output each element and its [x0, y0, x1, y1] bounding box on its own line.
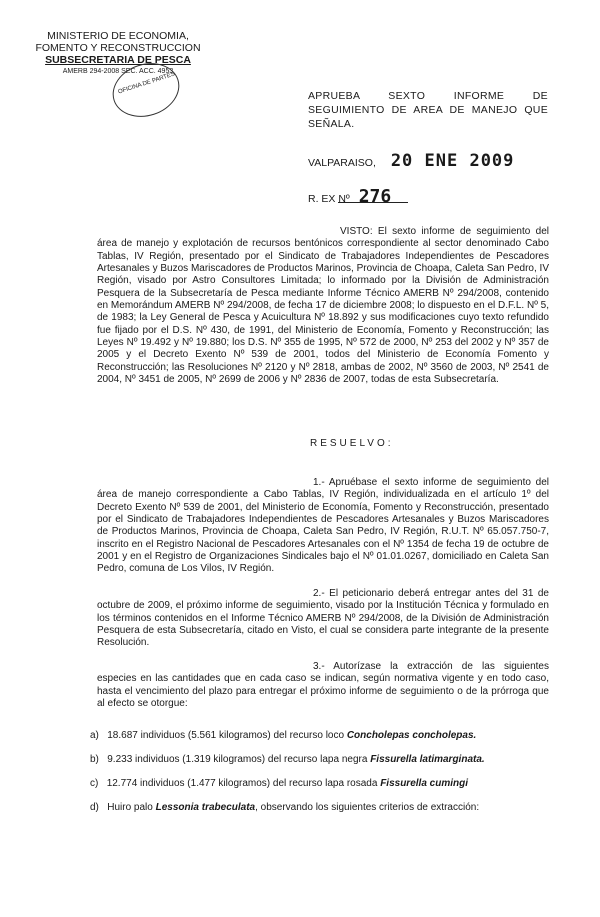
item-text: 9.233 individuos (1.319 kilogramos) del recurso lapa negra: [107, 754, 371, 765]
resolution-line: [308, 186, 391, 207]
resolution-number: 276: [358, 186, 392, 207]
item-species: Fissurella cumingi: [380, 778, 468, 789]
visto-paragraph: VISTO: El sexto informe de seguimiento del área de manejo y explotación de recursos bentónicos correspondiente al sector denominado Cabo Tablas, IV Región, presentado por el Sindicato de Trabajadores Independientes de Pescadores Artesanales y Buzos Mariscadores de Productos Marinos, Provincia de Choapa, Caleta San Pedro, IV Región, visado por Astro Consultores Limitada; lo informado por la División de Administración Pesquera de la Subsecretaría de Pesca mediante Informe Técnico AMERB Nº 294/2008, contenido en Memorándum AMERB Nº 294/2008, de fecha 17 de diciembre 2008; lo dispuesto en el D.F.L. Nº 5, de 1983; la Ley General de Pesca y Acuicultura Nº 18.892 y sus modificaciones cuyo texto refundido fue fijado por el D.S. Nº 430, de 1991, del Ministerio de Economía, Fomento y Reconstrucción; las Leyes Nº 19.492 y Nº 19.880; los D.S. Nº 355 de 1995, Nº 572 de 2000, Nº 253 del 2002 y Nº 357 de 2005 y el Decreto Exento Nº 539 de 2001, todos del Ministerio de Economía Fomento y Reconstrucción; las Resoluciones Nº 2120 y Nº 2818, ambas de 2002, Nº 3560 de 2003, Nº 2541 de 2004, Nº 3451 de 2005, Nº 2699 de 2006 y Nº 2836 de 2007, todas de esta Subsecretaría.: [97, 226, 549, 386]
resolution-point-3: 3.- Autorízase la extracción de las siguientes especies en las cantidades que en cada caso se indican, según normativa vigente y en todo caso, hasta el vencimiento del plazo para entregar el próximo informe de seguimiento o de la prórroga que al efecto se otorgue:: [97, 661, 549, 710]
header-fomento: FOMENTO Y RECONSTRUCCION: [35, 42, 201, 54]
item-letter: b): [90, 754, 99, 765]
item-letter: d): [90, 802, 99, 813]
list-item: [90, 778, 468, 789]
item-text: 18.687 individuos (5.561 kilogramos) del recurso loco: [107, 730, 347, 741]
date-stamp: 20 ENE 2009: [390, 151, 515, 171]
header-subsecretaria: SUBSECRETARIA DE PESCA: [45, 54, 191, 66]
resolution-point-1: 1.- Apruébase el sexto informe de seguimiento del área de manejo correspondiente a Cabo Tablas, IV Región, individualizada en el artículo 1º del Decreto Exento Nº 539 de 2001, del Ministerio de Economía, Fomento y Reconstrucción, presentado por el Sindicato de Trabajadores Independientes de Pescadores Artesanales y Buzos Mariscadores de Productos Marinos, Provincia de Choapa, Caleta San Pedro, IV Región, R.U.T. Nº 65.057.750-7, inscrito en el Registro Nacional de Pescadores Artesanales con el Nº 1354 de fecha 19 de octubre de 2001 y en el Registro de Organizaciones Sindicales bajo el Nº 01.01.0267, domiciliado en Caleta San Pedro, comuna de Los Vilos, IV Región.: [97, 477, 549, 575]
list-item: [90, 730, 476, 741]
header-ministry: MINISTERIO DE ECONOMIA,: [47, 30, 189, 42]
resolution-underline: [338, 202, 408, 203]
item-letter: c): [90, 778, 99, 789]
date-place: VALPARAISO,: [308, 157, 376, 169]
list-item: [90, 802, 479, 813]
item-text: Huiro palo: [107, 802, 156, 813]
item-text: 12.774 individuos (1.477 kilogramos) del recurso lapa rosada: [106, 778, 381, 789]
list-item: [90, 754, 485, 765]
item-species: Concholepas concholepas.: [346, 730, 477, 741]
header-reference: AMERB 294-2008 SEC. ACC. 4953: [62, 68, 174, 75]
document-subject: APRUEBA SEXTO INFORME DE SEGUIMIENTO DE AREA DE MANEJO QUE SEÑALA.: [308, 90, 548, 130]
item-letter: a): [90, 730, 99, 741]
resolution-point-2: 2.- El peticionario deberá entregar antes del 31 de octubre de 2009, el próximo informe de seguimiento, visado por la Institución Técnica y formulado en los términos contenidos en el Informe Técnico AMERB Nº 294/2008, de la División de Administración Pesquera de esta Subsecretaría, citado en Visto, el cual se considera parte integrante de la presente Resolución.: [97, 588, 549, 649]
resolution-label: R. EX Nº: [308, 193, 350, 205]
item-species: Fissurella latimarginata.: [370, 754, 485, 765]
resuelvo-heading: RESUELVO:: [310, 438, 394, 449]
item-species: Lessonia trabeculata: [155, 802, 256, 813]
date-line: [308, 151, 514, 171]
stamp-text: OFICINA DE PARTES: [117, 71, 176, 96]
item-tail: , observando los siguientes criterios de extracción:: [255, 802, 480, 813]
